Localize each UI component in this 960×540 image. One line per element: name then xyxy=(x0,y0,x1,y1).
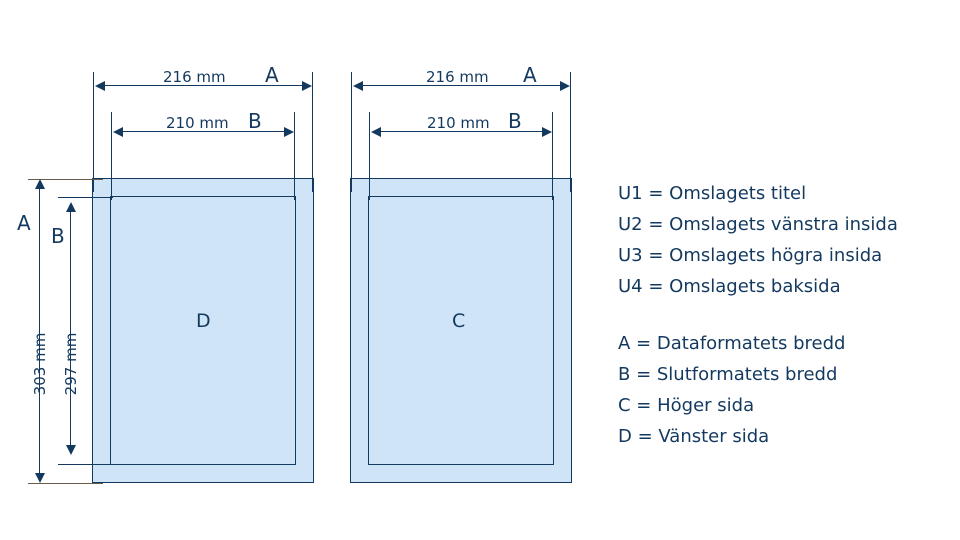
left-page-label: D xyxy=(196,310,212,332)
right-dim-b-arrow-end xyxy=(542,127,552,137)
legend-item-u2: U2 = Omslagets vänstra insida xyxy=(618,214,898,235)
left-height-b-value: 297 mm xyxy=(62,332,80,396)
right-dim-a-arrow-start xyxy=(353,81,363,91)
left-height-b-arrow-top xyxy=(66,202,76,212)
right-ext-line-outer-right xyxy=(570,72,571,192)
right-dim-a-letter: A xyxy=(523,63,537,87)
left-ext-line-bottom-inner xyxy=(58,464,113,465)
left-dim-a-arrow-end xyxy=(302,81,312,91)
left-ext-line-inner-right xyxy=(294,112,295,200)
left-height-a-letter: A xyxy=(17,211,31,235)
left-ext-line-bottom-outer xyxy=(28,483,103,484)
legend-item-u4: U4 = Omslagets baksida xyxy=(618,276,841,297)
right-ext-line-inner-right xyxy=(552,112,553,200)
legend-item-c: C = Höger sida xyxy=(618,395,755,416)
legend-item-b: B = Slutformatets bredd xyxy=(618,364,838,385)
left-ext-line-inner-left xyxy=(111,112,112,200)
left-height-b-letter: B xyxy=(51,224,65,248)
left-ext-line-outer-left xyxy=(93,72,94,192)
left-dim-b-value: 210 mm xyxy=(166,114,229,132)
right-dim-b-arrow-start xyxy=(371,127,381,137)
left-dim-b-letter: B xyxy=(248,109,262,133)
right-ext-line-outer-left xyxy=(351,72,352,192)
left-dim-a-value: 216 mm xyxy=(163,68,226,86)
legend-item-d: D = Vänster sida xyxy=(618,426,770,447)
right-ext-line-inner-left xyxy=(369,112,370,200)
left-height-b-arrow-bottom xyxy=(66,445,76,455)
left-ext-line-top-inner xyxy=(58,197,113,198)
left-dim-b-arrow-end xyxy=(284,127,294,137)
legend-item-u3: U3 = Omslagets högra insida xyxy=(618,245,883,266)
right-dim-a-value: 216 mm xyxy=(426,68,489,86)
left-dim-a-letter: A xyxy=(265,63,279,87)
legend xyxy=(618,178,954,452)
left-height-a-arrow-bottom xyxy=(35,473,45,483)
legend-item-u1: U1 = Omslagets titel xyxy=(618,183,807,204)
left-dim-b-arrow-start xyxy=(113,127,123,137)
left-height-a-arrow-top xyxy=(35,179,45,189)
right-dim-a-arrow-end xyxy=(560,81,570,91)
left-height-a-value: 303 mm xyxy=(31,332,49,396)
legend-item-a: A = Dataformatets bredd xyxy=(618,333,846,354)
left-ext-line-outer-right xyxy=(312,72,313,192)
right-page-label: C xyxy=(452,310,466,332)
right-dim-b-letter: B xyxy=(508,109,522,133)
left-dim-a-arrow-start xyxy=(95,81,105,91)
right-dim-b-value: 210 mm xyxy=(427,114,490,132)
legend-spacer xyxy=(618,302,954,328)
